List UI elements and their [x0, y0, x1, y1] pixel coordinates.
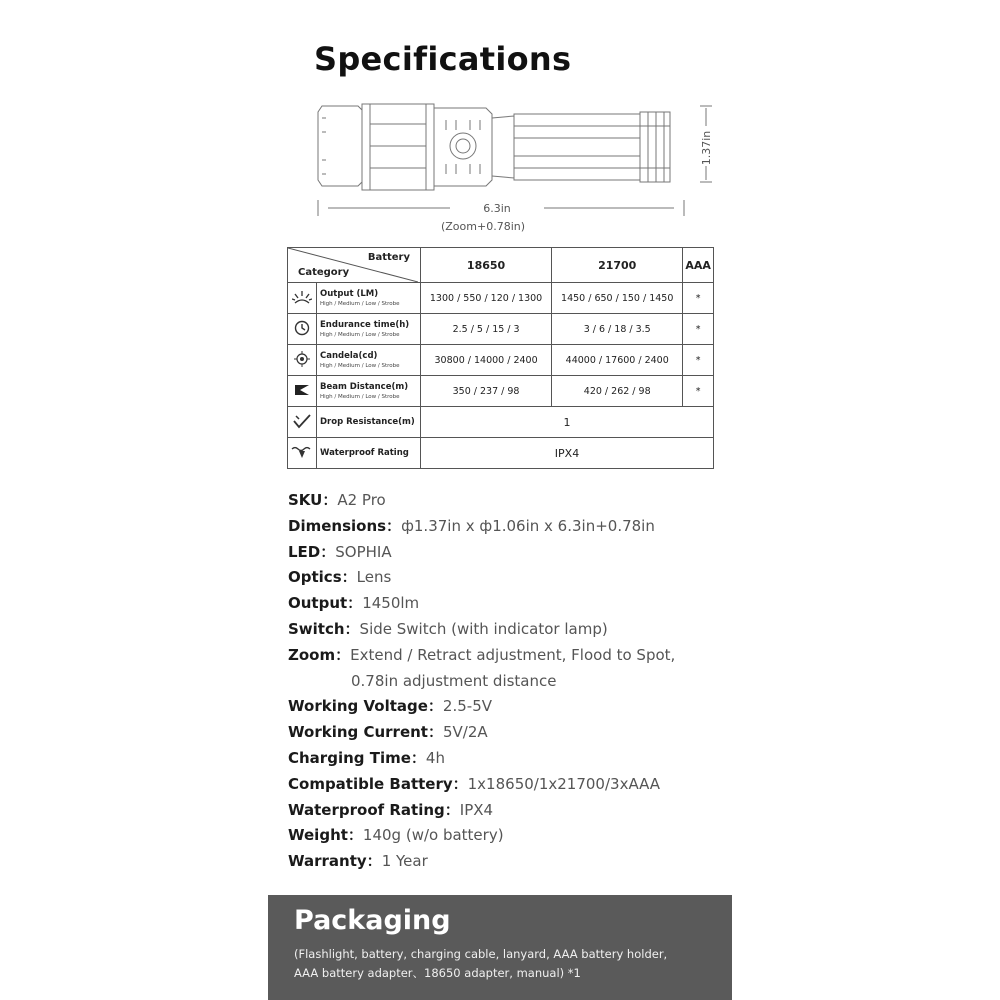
cell-value: * [683, 376, 714, 407]
drop-icon [292, 413, 312, 429]
table-row [288, 345, 714, 376]
table-row [288, 376, 714, 407]
spec-charging-time: Charging Time：4h [288, 748, 445, 767]
cell-value: 3 / 6 / 18 / 3.5 [552, 314, 683, 345]
height-label: 1.37in [700, 130, 713, 166]
packaging-description [294, 945, 724, 983]
row-sublabel: High / Medium / Low / Strobe [320, 394, 400, 400]
cell-value: * [683, 283, 714, 314]
header-21700: 21700 [552, 248, 683, 283]
packaging-line-1: (Flashlight, battery, charging cable, lanyard, AAA battery holder, [294, 947, 668, 961]
spec-list [288, 488, 728, 875]
waterproof-icon [291, 445, 313, 459]
cell-value: 2.5 / 5 / 15 / 3 [421, 314, 552, 345]
spec-dimensions: Dimensions：ф1.37in x ф1.06in x 6.3in+0.78in [288, 516, 655, 535]
spec-output: Output：1450lm [288, 594, 420, 613]
table-header-row [288, 248, 714, 283]
cell-value: 1450 / 650 / 150 / 1450 [552, 283, 683, 314]
corner-battery-label: Battery [367, 252, 410, 263]
header-18650: 18650 [421, 248, 552, 283]
clock-icon [294, 320, 310, 336]
cell-value: 1 [421, 407, 714, 438]
spec-warranty: Warranty：1 Year [288, 852, 428, 871]
row-sublabel: High / Medium / Low / Strobe [320, 332, 400, 338]
packaging-title: Packaging [294, 905, 451, 936]
table-row [288, 314, 714, 345]
flashlight-diagram [296, 96, 726, 236]
row-label: Beam Distance(m) [320, 382, 409, 392]
row-sublabel: High / Medium / Low / Strobe [320, 301, 400, 307]
spec-compatible-battery: Compatible Battery：1x18650/1x21700/3xAAA [288, 774, 661, 793]
packaging-line-2: AAA battery adapter、18650 adapter, manual) *1 [294, 966, 581, 980]
page-title: Specifications [314, 40, 572, 78]
cell-value: IPX4 [421, 438, 714, 469]
spec-working-voltage: Working Voltage：2.5-5V [288, 697, 492, 716]
beam-distance-icon [293, 383, 311, 397]
table-row [288, 283, 714, 314]
row-label: Output (LM) [320, 289, 379, 299]
spec-table [287, 247, 714, 469]
cell-value: 1300 / 550 / 120 / 1300 [421, 283, 552, 314]
cell-value: * [683, 345, 714, 376]
row-label: Candela(cd) [320, 351, 378, 361]
length-label: 6.3in [483, 202, 511, 215]
row-sublabel: High / Medium / Low / Strobe [320, 363, 400, 369]
spec-sku: SKU：A2 Pro [288, 491, 386, 509]
spec-zoom: Zoom：Extend / Retract adjustment, Flood to Spot, [288, 645, 676, 664]
row-label: Endurance time(h) [320, 320, 410, 330]
spec-weight: Weight：140g (w/o battery) [288, 826, 504, 845]
spec-switch: Switch：Side Switch (with indicator lamp) [288, 619, 608, 638]
spec-working-current: Working Current：5V/2A [288, 723, 488, 742]
corner-category-label: Category [298, 267, 350, 278]
zoom-label: (Zoom+0.78in) [440, 220, 526, 233]
candela-icon [294, 351, 310, 367]
spec-waterproof-rating: Waterproof Rating：IPX4 [288, 800, 494, 819]
row-label: Waterproof Rating [320, 448, 409, 458]
spec-led: LED：SOPHIA [288, 542, 392, 561]
row-label: Drop Resistance(m) [320, 417, 415, 427]
spec-optics: Optics：Lens [288, 568, 392, 587]
table-row [288, 438, 714, 469]
cell-value: 30800 / 14000 / 2400 [421, 345, 552, 376]
spec-zoom-continued: 0.78in adjustment distance [351, 671, 557, 690]
cell-value: * [683, 314, 714, 345]
header-aaa: AAA [683, 248, 714, 283]
cell-value: 420 / 262 / 98 [552, 376, 683, 407]
output-icon [292, 289, 312, 305]
table-corner-cell [288, 248, 421, 283]
cell-value: 350 / 237 / 98 [421, 376, 552, 407]
packaging-section [268, 895, 732, 1000]
cell-value: 44000 / 17600 / 2400 [552, 345, 683, 376]
table-row [288, 407, 714, 438]
